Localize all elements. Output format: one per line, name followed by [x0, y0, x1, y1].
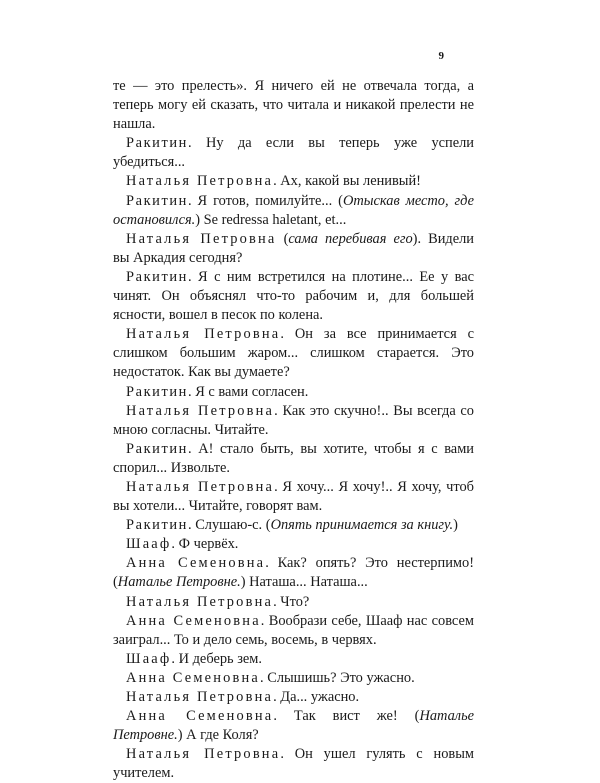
dialogue-text: И деберь зем. [178, 650, 262, 667]
dialogue-line: Анна Семеновна. Вообрази себе, Шааф нас совсем заиграл... То и дело семь, восемь, в червях. [113, 612, 474, 648]
speaker-name: Ракитин [126, 383, 188, 400]
dialogue-line: Наталья Петровна. Как это скучно!.. Вы всегда со мною согласны. Читайте. [113, 402, 474, 438]
dialogue-text: Слышишь? Это ужасно. [267, 669, 415, 686]
dialogue-text: Ну да если вы теперь уже успели убедиться... [113, 135, 474, 171]
dialogue-text: ( [283, 230, 289, 247]
dialogue-text: Ф червёх. [178, 536, 239, 553]
stage-direction: Отыскав место, где остановился. [113, 192, 474, 228]
dialogue-text: Как это скучно!.. Вы всегда со мною согласны. Читайте. [113, 402, 474, 438]
stage-direction: Наталье Петровне. [113, 708, 474, 744]
dialogue-line: Ракитин. Я готов, помилуйте... (Отыскав место, где остановился.) Se redressa haletant, et... [113, 192, 474, 228]
speaker-name: Наталья Петровна [126, 478, 275, 495]
speaker-name: Анна Семеновна [126, 708, 274, 725]
dialogue-line [113, 230, 474, 268]
dialogue-text: Слушаю-с. ( [195, 517, 271, 534]
dialogue-line: Ракитин. Ну да если вы теперь уже успели убедиться... [113, 135, 474, 171]
dialogue-line: Ракитин. Слушаю-с. (Опять принимается за книгу.) [126, 517, 458, 534]
dialogue-line: Анна Семеновна. Как? опять? Это нестерпимо! (Наталье Петровне.) Наташа... Наташа... [113, 555, 474, 591]
dialogue-line: Наталья Петровна. Что? [126, 593, 310, 610]
dialogue-text: Он ушел гулять с новым учителем. [113, 746, 474, 782]
dialogue-text: ) А где Коля? [177, 727, 259, 744]
dialogue-text: Что? [280, 593, 310, 610]
stage-direction: сама перебивая его [288, 230, 413, 247]
dialogue-text: Он за все принимается с слишком большим жаром... слишком старается. Это недостаток. Как вы думаете? [113, 326, 474, 381]
dialogue-line: Ракитин. А! стало быть, вы хотите, чтобы я с вами спорил... Извольте. [113, 440, 475, 476]
speaker-name: Ракитин [126, 440, 188, 457]
speaker-name: Анна Семеновна [126, 555, 266, 572]
dialogue-text: ) Se redressa haletant, et... [195, 211, 347, 228]
paragraph-text: те — это прелесть». Я ничего ей не отвечала тогда, а теперь могу ей сказать, что читала и никакой прелести не нашла. [113, 78, 474, 133]
dialogue-line: Наталья Петровна. Я хочу... Я хочу!.. Я хочу, чтоб вы хотели... Читайте, говорят вам. [113, 478, 474, 515]
dialogue-text: А! стало быть, вы хотите, чтобы я с вами спорил... Извольте. [113, 440, 475, 476]
speaker-name: Наталья Петровна [126, 230, 277, 247]
speaker-name: Анна Семеновна [126, 669, 261, 686]
speaker-name: Наталья Петровна [126, 689, 274, 705]
dialogue-line: Шааф. И деберь зем. [126, 650, 262, 667]
dialogue-line: Ракитин. Я с ним встретился на плотине... Ее у вас чинят. Он объяснял что-то рабочим и, для большей ясности, вошел в песок по колена. [113, 268, 474, 324]
stage-direction: Наталье Петровне. [117, 574, 241, 591]
dialogue-line: Наталья Петровна. Ах, какой вы ленивый! [126, 173, 421, 190]
speaker-name: Наталья Петровна [126, 593, 274, 610]
dialogue-line: Наталья Петровна. Да... ужасно. [126, 689, 360, 705]
dialogue-text: Я готов, помилуйте... ( [197, 192, 343, 209]
dialogue-text: Я хочу... Я хочу!.. Я хочу, чтоб вы хотели... Читайте, говорят вам. [113, 478, 474, 515]
dialogue-line: Наталья Петровна. Он ушел гулять с новым учителем. [113, 746, 474, 782]
dialogue-text: Как? опять? Это нестерпимо! ( [113, 555, 474, 591]
play-text [113, 77, 474, 783]
speaker-name: Наталья Петровна [126, 746, 281, 763]
dialogue-line: Наталья Петровна. Он за все принимается с слишком большим жаром... слишком старается. Это недостаток. Как вы думаете? [113, 326, 474, 381]
speaker-name: Ракитин [126, 192, 188, 209]
speaker-name: Наталья Петровна [126, 326, 281, 343]
dialogue-line: Анна Семеновна. Слышишь? Это ужасно. [126, 669, 415, 686]
dialogue-line: Ракитин. Я с вами согласен. [126, 383, 309, 400]
dialogue-text: ) Наташа... Наташа... [240, 574, 368, 591]
dialogue-text: Вообрази себе, Шааф нас совсем заиграл... То и дело семь, восемь, в червях. [113, 612, 474, 648]
dialogue-text: Так вист же! ( [293, 708, 420, 725]
dialogue-text: Я с ним встретился на плотине... Ее у вас чинят. Он объяснял что-то рабочим и, для большей ясности, вошел в песок по колена. [113, 268, 474, 324]
dialogue-text: Да... ужасно. [280, 689, 360, 705]
speaker-name: Ракитин [126, 517, 188, 534]
dialogue-text: ) [453, 517, 458, 534]
speaker-name: Анна Семеновна [126, 612, 261, 629]
dialogue-line: Шааф. Ф червёх. [126, 536, 239, 553]
speaker-name: Ракитин [126, 135, 188, 152]
speaker-name: Наталья Петровна [126, 173, 274, 190]
speaker-name: Ракитин [126, 268, 188, 285]
speaker-name: Шааф [126, 650, 172, 667]
dialogue-text: Я с вами согласен. [195, 383, 309, 400]
dialogue-text: Ах, какой вы ленивый! [280, 173, 421, 190]
paragraph [113, 77, 474, 134]
page-number: 9 [438, 50, 444, 62]
speaker-name: Шааф [126, 536, 172, 553]
stage-direction: Опять принимается за книгу. [270, 517, 454, 534]
speaker-name: Наталья Петровна [126, 402, 275, 419]
dialogue-text: ). Видели вы Аркадия сегодня? [113, 230, 474, 266]
dialogue-line: Анна Семеновна. Так вист же! (Наталье Петровне.) А где Коля? [113, 708, 474, 744]
